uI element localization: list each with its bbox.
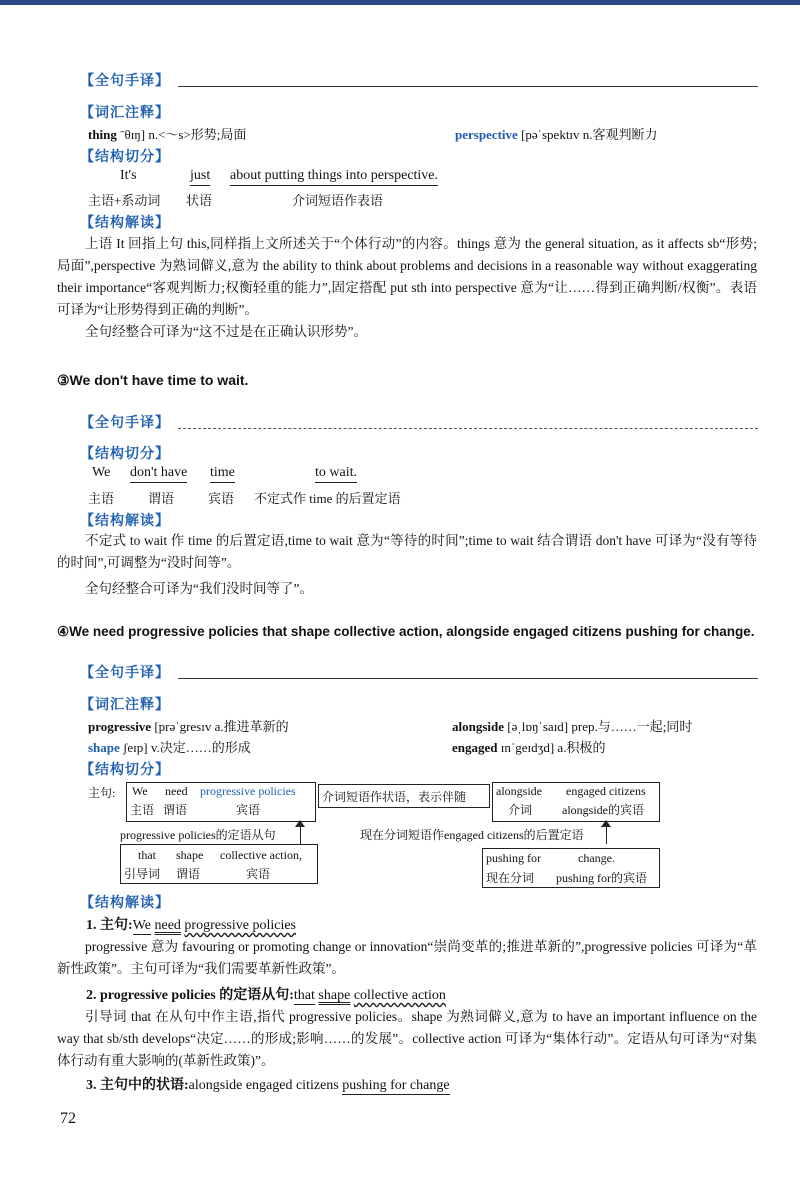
struct-word-3: about putting things into perspective.: [230, 168, 438, 186]
s3-word-1: We: [92, 465, 111, 480]
rel-arrow-head: [295, 820, 305, 827]
participle-note: 现在分词短语作engaged citizens的后置定语: [360, 828, 584, 842]
s3-word-3: time: [210, 465, 235, 483]
main-role-2: 谓语: [163, 803, 188, 817]
analysis-p1: progressive 意为 favouring or promoting change or innovation“崇尚变革的;推进革新的”,progressive policies 可译为“革新性政策”。主句可译为“我们需要革新性政策”。: [57, 939, 757, 976]
s3-role-1: 主语: [88, 491, 115, 506]
rel-arrow-shaft: [300, 826, 301, 844]
alongside-role-2: alongside的宾语: [562, 803, 644, 817]
rel-clause-note: progressive policies的定语从句: [120, 828, 276, 842]
main-word-3: progressive policies: [200, 784, 296, 798]
translation-label-3: 【全句手译】: [80, 415, 170, 431]
rel-role-1: 引导词: [124, 867, 161, 881]
rel-role-3: 宾语: [246, 867, 271, 881]
analysis-3: 不定式 to wait 作 time 的后置定语,time to wait 意为“等待的时间”;time to wait 结合谓语 don't have 可译为“没有等待的时间”,可调整为“没时间等”。 全句经整合可译为“我们没时间等了”。: [57, 533, 757, 596]
part-role-2: pushing for的宾语: [556, 871, 647, 885]
vocab-engaged: engaged ɪnˈgeɪdʒd] a.积极的: [452, 740, 606, 755]
part-arrow-head: [601, 820, 611, 827]
sentence-4-title: ④We need progressive policies that shape collective action, alongside engaged citizens pushing for change.: [57, 624, 755, 639]
analysis-label: 【结构解读】: [80, 215, 170, 231]
vocab-thing: thing ˉθɪŋ] n.<～s>形势;局面: [88, 127, 247, 142]
part-role-1: 现在分词: [486, 871, 535, 885]
analysis-label-3: 【结构解读】: [80, 513, 170, 529]
structure-label-4: 【结构切分】: [80, 762, 170, 778]
main-word-2: need: [165, 784, 188, 798]
part-arrow-shaft: [606, 826, 607, 844]
vocab-label-4: 【词汇注释】: [80, 697, 170, 713]
main-clause-label: 主句:: [88, 786, 116, 800]
rel-word-3: collective action,: [220, 848, 302, 862]
main-role-1: 主语: [130, 803, 155, 817]
rel-role-2: 谓语: [176, 867, 201, 881]
s3-word-2: don't have: [130, 465, 187, 483]
s3-role-3: 宾语: [208, 491, 235, 506]
translation-blank[interactable]: [178, 86, 758, 87]
alongside-word-1: alongside: [496, 784, 542, 798]
struct-word-1: It's: [120, 168, 137, 183]
alongside-word-2: engaged citizens: [566, 784, 646, 798]
struct-role-3: 介词短语作表语: [292, 193, 384, 208]
vocab-perspective: perspective [pəˈspektɪv n.客观判断力: [455, 127, 658, 142]
analysis-1: 上语 It 回指上句 this,同样指上文所述关于“个体行动”的内容。things 意为 the general situation, as it affects sb“形势;局面”,perspective 为熟词僻义,意为 the ability to think about problems and decisions in a reasonable way without exaggerating their importance“客观判断力;权衡轻重的能力”,固定搭配 put sth into perspective 意为“让……得到正确判断/权衡”。表语可译为“让形势得到正确的判断”。 全句经整合可译为“这不过是在正确认识形势”。: [57, 236, 757, 339]
analysis-heading-2: 2. progressive policies 的定语从句:that shape collective action: [86, 988, 446, 1003]
sentence-3-title: ③We don't have time to wait.: [57, 372, 249, 388]
page-number: 72: [60, 1110, 76, 1127]
struct-role-1: 主语+系动词: [88, 193, 161, 208]
structure-label: 【结构切分】: [80, 149, 170, 165]
vocab-label: 【词汇注释】: [80, 105, 170, 121]
analysis-heading-3: 3. 主句中的状语:alongside engaged citizens pushing for change: [86, 1078, 450, 1093]
main-word-1: We: [132, 784, 148, 798]
vocab-alongside: alongside [əˌlɒŋˈsaɪd] prep.与……一起;同时: [452, 719, 693, 734]
analysis-label-4: 【结构解读】: [80, 895, 170, 911]
alongside-role-1: 介词: [508, 803, 533, 817]
struct-word-2: just: [190, 168, 210, 186]
translation-blank-3[interactable]: [178, 428, 758, 429]
analysis-heading-1: 1. 主句:We need progressive policies: [86, 918, 297, 933]
structure-label-3: 【结构切分】: [80, 446, 170, 462]
top-rule: [0, 0, 800, 5]
part-word-2: change.: [578, 851, 615, 865]
translation-label-4: 【全句手译】: [80, 665, 170, 681]
rel-word-2: shape: [176, 848, 204, 862]
vocab-shape: shape ʃeɪp] v.决定……的形成: [88, 740, 251, 755]
part-word-1: pushing for: [486, 851, 541, 865]
s3-role-4: 不定式作 time 的后置定语: [254, 491, 401, 506]
translation-blank-4[interactable]: [178, 678, 758, 679]
main-role-3: 宾语: [236, 803, 261, 817]
translation-label: 【全句手译】: [80, 73, 170, 89]
analysis-p2: 引导词 that 在从句中作主语,指代 progressive policies。shape 为熟词僻义,意为 to have an important influence on the way that sb/sth develops“决定……的形成;影响……的发展”。collective action 可译为“集体行动”。定语从句可译为“对集体行动有重大影响的(革新性政策)”。: [57, 1009, 757, 1068]
rel-word-1: that: [138, 848, 156, 862]
struct-role-2: 状语: [186, 193, 213, 208]
s3-word-4: to wait.: [315, 465, 357, 483]
adv-note: 介词短语作状语，表示伴随: [322, 790, 467, 804]
vocab-progressive: progressive [prəˈgresɪv a.推进革新的: [88, 719, 289, 734]
s3-role-2: 谓语: [148, 491, 175, 506]
